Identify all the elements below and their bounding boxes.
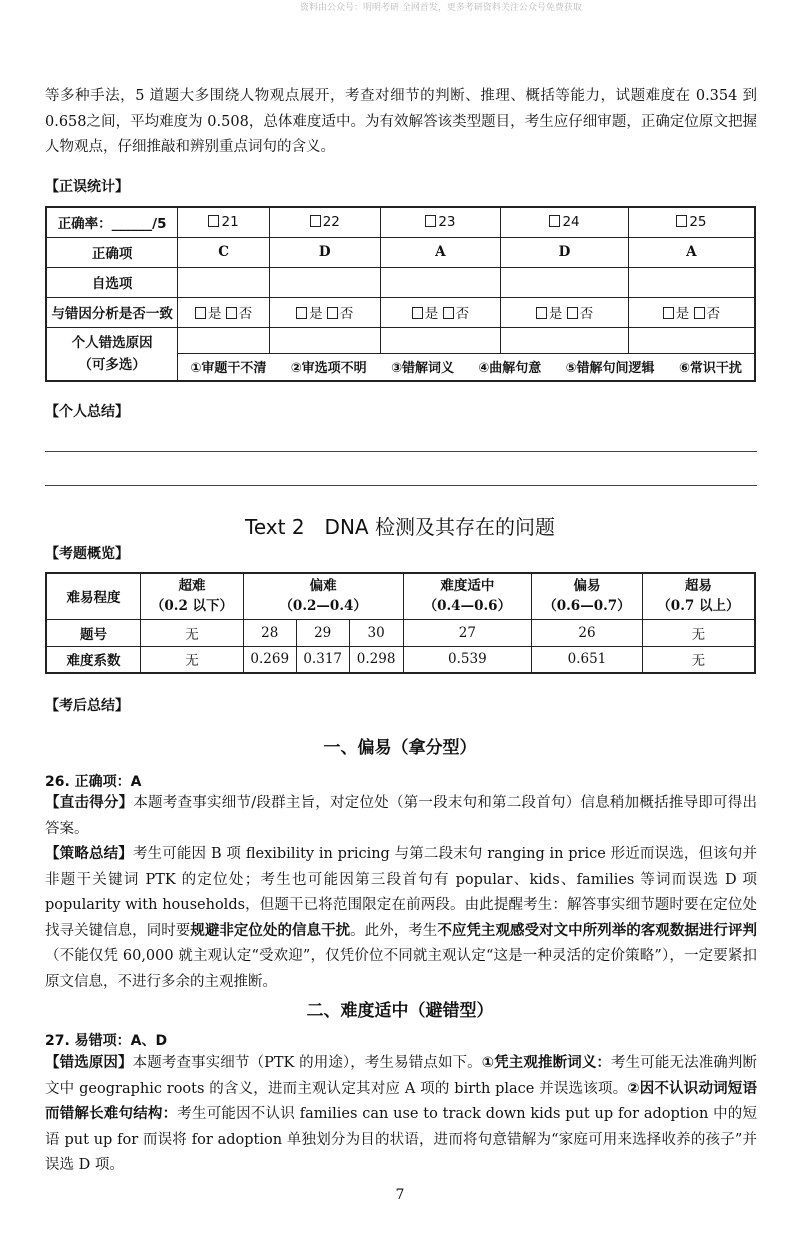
- stats-question: 24: [501, 207, 629, 237]
- category-header: 偏易 （0.6—0.7）: [532, 573, 643, 619]
- correct-answer: A: [628, 237, 755, 267]
- qnum-cell: 27: [403, 619, 532, 646]
- reason-cell[interactable]: [269, 327, 380, 353]
- category-header: 难度适中 （0.4—0.6）: [403, 573, 532, 619]
- watermark-text: 资料由公众号：明明考研 全网首发，更多考研资料关注公众号免费获取: [300, 3, 582, 13]
- stats-question: 22: [269, 207, 380, 237]
- coef-label: 难度系数: [46, 646, 141, 673]
- consistency-cell[interactable]: 是 否: [269, 297, 380, 327]
- correct-answer: C: [178, 237, 270, 267]
- stats-question: 25: [628, 207, 755, 237]
- q26-tag-strategy: 【策略总结】: [45, 846, 133, 862]
- correct-answer: A: [380, 237, 501, 267]
- category-header: 超难 （0.2 以下）: [141, 573, 244, 619]
- coef-cell: 0.317: [296, 646, 349, 673]
- section-stats-heading: 【正误统计】: [45, 179, 129, 195]
- reason-option[interactable]: ④曲解句意: [478, 361, 542, 377]
- overview-table: [45, 572, 756, 674]
- reason-option[interactable]: ②审选项不明: [290, 361, 367, 377]
- q26-heading: 26. 正确项：A: [45, 774, 142, 790]
- reason-cell[interactable]: [178, 327, 270, 353]
- stats-table: [45, 206, 756, 382]
- page-number: 7: [395, 1187, 405, 1203]
- self-choice-cell[interactable]: [269, 267, 380, 297]
- self-choice-cell[interactable]: [178, 267, 270, 297]
- q27-heading: 27. 易错项：A、D: [45, 1033, 168, 1049]
- consistency-cell[interactable]: 是 否: [380, 297, 501, 327]
- text2-title: Text 2 DNA 检测及其存在的问题: [245, 515, 555, 539]
- category-header: 偏难 （0.2—0.4）: [243, 573, 403, 619]
- consistency-cell[interactable]: 是 否: [501, 297, 629, 327]
- correct-answer: D: [501, 237, 629, 267]
- coef-cell: 无: [642, 646, 755, 673]
- correct-label: 正确项: [46, 237, 178, 267]
- section-post-heading: 【考后总结】: [45, 698, 129, 714]
- stats-question: 23: [380, 207, 501, 237]
- qnum-cell: 26: [532, 619, 643, 646]
- q27-paragraph: 【错选原因】本题考查事实细节（PTK 的用途），考生易错点如下。①凭主观推断词义：考生可能无法准确判断文中 geographic roots 的含义，进而主观认定其对应 A 项的 birth place 并误选该项。②因不认识动词短语而错解长难句结构：考生可能因不认识 families can use to track down kids put up for adoption 中的短语 put up for 而误将 for adoption 单独划分为目的状语，进而将句意错解为“家庭可用来选择收养的孩子”并误选 D 项。: [45, 1055, 758, 1173]
- intro-paragraph: 等多种手法，5 道题大多围绕人物观点展开，考查对细节的判断、推理、概括等能力，试题难度在 0.354 到 0.658之间，平均难度为 0.508，总体难度适中。为有效解答该类型题目，考生应仔细审题，正确定位原文把握人物观点，仔细推敲和辨别重点词句的含义。: [45, 88, 757, 155]
- consistency-cell[interactable]: 是 否: [178, 297, 270, 327]
- q26-direct-paragraph: 【直击得分】本题考查事实细节/段群主旨，对定位处（第一段末句和第二段首句）信息稍加概括推导即可得出答案。: [45, 795, 757, 837]
- coef-cell: 无: [141, 646, 244, 673]
- reason-cell[interactable]: [501, 327, 629, 353]
- self-choice-cell[interactable]: [501, 267, 629, 297]
- qnum-cell: 28: [243, 619, 296, 646]
- coef-cell: 0.651: [532, 646, 643, 673]
- self-choice-cell[interactable]: [380, 267, 501, 297]
- rate-label: 正确率：______/5: [46, 207, 178, 237]
- self-choice-cell[interactable]: [628, 267, 755, 297]
- qnum-cell: 29: [296, 619, 349, 646]
- section-overview-heading: 【考题概览】: [45, 546, 129, 562]
- stats-question: 21: [178, 207, 270, 237]
- coef-cell: 0.269: [243, 646, 296, 673]
- part1-title: 一、偏易（拿分型）: [323, 738, 477, 758]
- reason-option[interactable]: ①审题干不清: [190, 361, 267, 377]
- consistency-cell[interactable]: 是 否: [628, 297, 755, 327]
- summary-line[interactable]: [45, 485, 757, 486]
- q27-tag: 【错选原因】: [45, 1055, 133, 1071]
- self-choice-label: 自选项: [46, 267, 178, 297]
- reason-label: 个人错选原因 （可多选）: [46, 327, 178, 381]
- qnum-label: 题号: [46, 619, 141, 646]
- coef-cell: 0.298: [349, 646, 403, 673]
- qnum-cell: 无: [642, 619, 755, 646]
- reason-option[interactable]: ⑤错解句间逻辑: [565, 361, 655, 377]
- summary-line[interactable]: [45, 451, 757, 452]
- correct-answer: D: [269, 237, 380, 267]
- category-header: 超易 （0.7 以上）: [642, 573, 755, 619]
- reason-option[interactable]: ③错解词义: [390, 361, 454, 377]
- difficulty-label: 难易程度: [46, 573, 141, 619]
- coef-cell: 0.539: [403, 646, 532, 673]
- q26-tag-direct: 【直击得分】: [45, 795, 134, 811]
- part2-title: 二、难度适中（避错型）: [306, 1001, 494, 1021]
- reason-options: [178, 353, 755, 381]
- section-summary-heading: 【个人总结】: [45, 404, 129, 420]
- reason-cell[interactable]: [628, 327, 755, 353]
- reason-cell[interactable]: [380, 327, 501, 353]
- consistency-label: 与错因分析是否一致: [46, 297, 178, 327]
- reason-option[interactable]: ⑥常识干扰: [678, 361, 742, 377]
- qnum-cell: 无: [141, 619, 244, 646]
- qnum-cell: 30: [349, 619, 403, 646]
- q26-strategy-paragraph: 【策略总结】考生可能因 B 项 flexibility in pricing 与第二段末句 ranging in price 形近而误选，但该句并非题干关键词 PTK 的定位处；考生也可能因第三段首句有 popular、kids、families 等词而误选 D 项 popularity with households，但题干已将范围限定在前两段。由此提醒考生：解答事实细节题时要在定位处找寻关键信息，同时要规避非定位处的信息干扰。此外，考生不应凭主观感受对文中所列举的客观数据进行评判（不能仅凭 60,000 就主观认定“受欢迎”，仅凭价位不同就主观认定“这是一种灵活的定价策略”），一定要紧扣原文信息，不进行多余的主观推断。: [45, 846, 757, 990]
